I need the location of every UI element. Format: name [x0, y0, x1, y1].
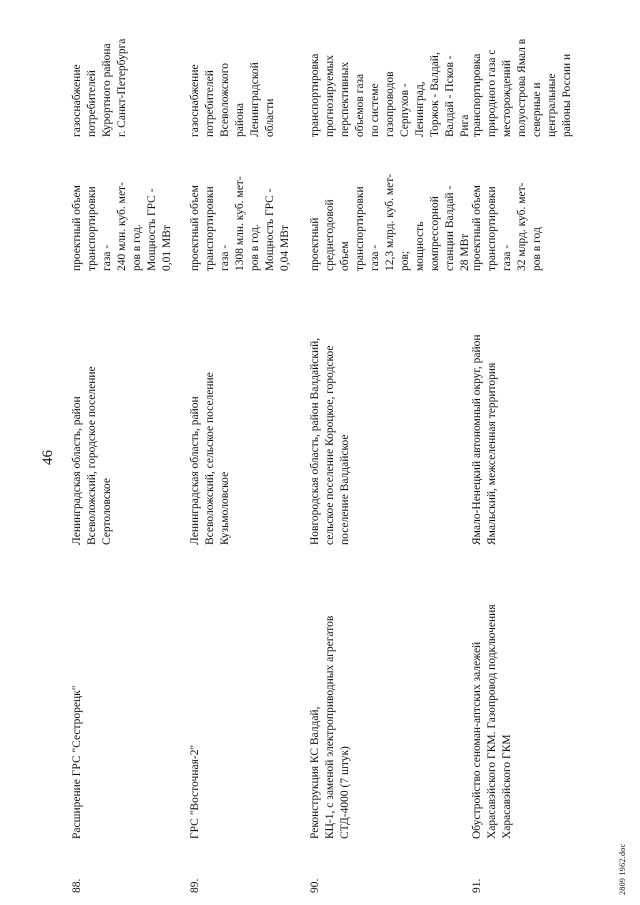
- object-specs: [70, 147, 175, 271]
- text-line: ров в год.: [249, 224, 261, 271]
- text-line: газа -: [369, 244, 381, 271]
- text-line: 1308 млн. куб. мет-: [234, 176, 246, 271]
- text-line: газа -: [501, 244, 513, 271]
- text-line: области: [264, 98, 276, 137]
- text-line: Новгородская область, район Валдайский,: [309, 337, 321, 545]
- object-purpose: [70, 7, 130, 137]
- text-line: Курортного района: [101, 43, 113, 137]
- object-location: [470, 273, 500, 545]
- object-name: [188, 591, 203, 839]
- object-name: [308, 591, 353, 839]
- text-line: проектный: [309, 217, 321, 271]
- text-line: сельское поселение Короцкое, городское: [324, 345, 336, 545]
- text-line: по системе: [369, 83, 381, 137]
- text-line: 0,01 МВт: [161, 225, 173, 271]
- row-number: 90.: [309, 878, 321, 893]
- row-number: 91.: [471, 878, 483, 893]
- text-line: районы России и: [561, 53, 573, 137]
- text-line: СТД-4000 (7 штук): [339, 746, 351, 839]
- text-line: Торжок - Валдай,: [429, 52, 441, 137]
- text-line: среднегодовой: [324, 199, 336, 271]
- text-line: транспортировки: [354, 186, 366, 271]
- text-line: Харасавэйского ГКМ: [501, 734, 513, 839]
- text-line: природного газа с: [486, 49, 498, 137]
- text-line: газа -: [219, 244, 231, 271]
- text-line: станции Валдай -: [444, 185, 456, 271]
- text-line: потребителей: [86, 70, 98, 137]
- text-line: Мощность ГРС -: [146, 188, 158, 271]
- text-line: г. Санкт-Петербурга: [116, 38, 128, 137]
- text-line: перспективных: [339, 61, 351, 137]
- text-line: Ленинград,: [414, 81, 426, 137]
- text-line: Всеволожский, сельское поселение: [204, 372, 216, 545]
- text-line: Расширение ГРС "Сестрорецк": [71, 685, 83, 839]
- text-line: объем: [339, 241, 351, 271]
- text-line: газоснабжение: [189, 64, 201, 137]
- text-line: компрессорной: [429, 196, 441, 271]
- text-line: Валдай - Псков -: [444, 55, 456, 137]
- text-line: 12,3 млрд. куб. мет-: [384, 173, 396, 271]
- object-location: [188, 273, 233, 545]
- object-name: [70, 591, 85, 839]
- text-line: 28 МВт: [459, 233, 471, 271]
- object-purpose: [188, 7, 278, 137]
- text-line: Ямало-Ненецкий автономный округ, район: [471, 334, 483, 545]
- text-line: мощность: [414, 221, 426, 271]
- text-line: транспортировка: [471, 53, 483, 137]
- text-line: Всеволожский, городское поселение: [86, 366, 98, 545]
- text-line: ров в год.: [131, 224, 143, 271]
- object-specs: [308, 147, 473, 271]
- row-number: 89.: [189, 878, 201, 893]
- text-line: Сертоловское: [101, 478, 113, 545]
- text-line: проектный объем: [189, 185, 201, 271]
- text-line: Обустройство сеноман-аптских залежей: [471, 641, 483, 839]
- text-line: Харасавэйского ГКМ. Газопровод подключения: [486, 604, 498, 839]
- text-line: северные и: [531, 82, 543, 137]
- text-line: Всеволожского: [219, 63, 231, 137]
- text-line: Серпухов -: [399, 83, 411, 137]
- object-specs: [188, 147, 293, 271]
- object-location: [70, 273, 115, 545]
- text-line: Ямальский, межселенная территория: [486, 362, 498, 545]
- text-line: ров;: [399, 250, 411, 271]
- text-line: Рига: [459, 114, 471, 137]
- document-footer: 2809 1962.doc: [618, 843, 627, 895]
- object-purpose: [308, 7, 473, 137]
- text-line: КЦ-1, с заменой электроприводных агрегатов: [324, 615, 336, 839]
- text-line: газоснабжение: [71, 64, 83, 137]
- page-number: 46: [40, 450, 56, 465]
- text-line: прогнозируемых: [324, 54, 336, 137]
- text-line: центральные: [546, 73, 558, 137]
- text-line: Кузьмоловское: [219, 471, 231, 545]
- text-line: объемов газа: [354, 73, 366, 137]
- text-line: Реконструкция КС Валдай,: [309, 706, 321, 839]
- text-line: полуострова Ямал в: [516, 38, 528, 137]
- text-line: 0,04 МВт: [279, 225, 291, 271]
- text-line: Ленинградская область, район: [71, 396, 83, 545]
- text-line: поселение Валдайское: [339, 434, 351, 545]
- text-line: 32 млрд. куб. мет-: [516, 182, 528, 271]
- object-specs: [470, 147, 545, 271]
- text-line: района: [234, 102, 246, 137]
- text-line: проектный объем: [71, 185, 83, 271]
- text-line: транспортировки: [204, 186, 216, 271]
- text-line: проектный объем: [471, 185, 483, 271]
- text-line: месторождений: [501, 60, 513, 137]
- row-number: 88.: [71, 878, 83, 893]
- text-line: Ленинградской: [249, 62, 261, 137]
- text-line: газопроводов: [384, 71, 396, 137]
- text-line: ГРС "Восточная-2": [189, 744, 201, 839]
- text-line: Мощность ГРС -: [264, 188, 276, 271]
- text-line: Ленинградская область, район: [189, 396, 201, 545]
- text-line: потребителей: [204, 70, 216, 137]
- object-purpose: [470, 7, 575, 137]
- text-line: ров в год: [531, 227, 543, 271]
- text-line: газа -: [101, 244, 113, 271]
- text-line: транспортировка: [309, 53, 321, 137]
- text-line: 240 млн. куб. мет-: [116, 182, 128, 271]
- object-location: [308, 273, 353, 545]
- object-name: [470, 591, 515, 839]
- text-line: транспортировки: [486, 186, 498, 271]
- text-line: транспортировки: [86, 186, 98, 271]
